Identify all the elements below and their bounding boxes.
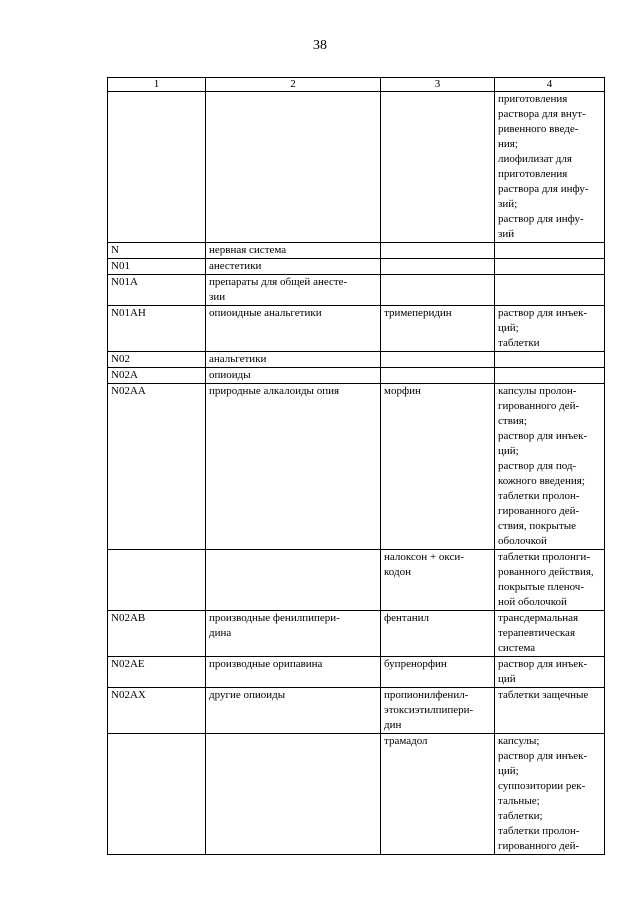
cell-text-line: таблетки; [498,810,543,822]
cell-text-line: природные алкалоиды опия [209,385,340,397]
cell-text-line: терапевтическая [498,627,575,639]
cell-text-line: рованного действия, [498,566,594,578]
page-number: 38 [313,38,327,53]
group-name-cell [206,243,381,259]
cell-text-line: фентанил [384,612,429,624]
cell-text-line: ций; [498,445,519,457]
cell-text-line: тальные; [498,795,540,807]
dosage-forms-cell [495,352,605,368]
group-name-cell [206,368,381,384]
cell-text-line: капсулы пролон- [498,385,577,397]
drug-name-cell [381,688,495,734]
cell-text-line: раствора для инфу- [498,183,589,195]
cell-text-line: ривенного введе- [498,123,579,135]
cell-text-line: раствор для инъек- [498,658,588,670]
drug-name-cell [381,368,495,384]
group-name-cell [206,275,381,306]
cell-text-line: таблетки пролонги- [498,551,590,563]
cell-text-line: капсулы; [498,735,540,747]
atc-code-cell [108,550,206,611]
cell-text-line: тримеперидин [384,307,452,319]
cell-text-line: лиофилизат для [498,153,572,165]
atc-code-cell: N01AH [108,306,206,352]
cell-text-line: раствор для инъек- [498,430,588,442]
cell-text-line: система [498,642,536,654]
table-row [108,368,605,384]
cell-text-line: опиоиды [209,369,251,381]
dosage-forms-cell [495,611,605,657]
dosage-forms-cell [495,688,605,734]
table-row [108,657,605,688]
cell-text-line: препараты для общей анесте- [209,276,348,288]
atc-code-cell [108,734,206,855]
cell-text-line: ния; [498,138,518,150]
dosage-forms-cell [495,550,605,611]
drug-name-cell [381,352,495,368]
atc-code-cell: N02AE [108,657,206,688]
cell-text-line: таблетки пролон- [498,490,580,502]
cell-text-line: анальгетики [209,353,267,365]
table-row [108,306,605,352]
cell-text-line: этоксиэтилпипери- [384,704,474,716]
cell-text-line: ствия; [498,415,527,427]
dosage-forms-cell [495,92,605,243]
cell-text-line: другие опиоиды [209,689,286,701]
cell-text-line: зий [498,228,515,240]
cell-text-line: раствор для инъек- [498,750,588,762]
cell-text-line: кожного введения; [498,475,585,487]
atc-code-cell: N02AA [108,384,206,550]
cell-text-line: нервная система [209,244,287,256]
dosage-forms-cell [495,657,605,688]
table-header-row [108,78,605,92]
cell-text-line: ций; [498,765,519,777]
column-header: 2 [206,78,381,92]
drug-name-cell [381,275,495,306]
group-name-cell [206,92,381,243]
dosage-forms-cell [495,368,605,384]
cell-text-line: таблетки [498,337,540,349]
dosage-forms-cell [495,734,605,855]
group-name-cell [206,657,381,688]
table-row [108,92,605,243]
atc-code-cell [108,92,206,243]
group-name-cell [206,734,381,855]
cell-text-line: дина [209,627,232,639]
group-name-cell [206,259,381,275]
group-name-cell [206,352,381,368]
medicines-table [107,77,605,855]
atc-code-cell: N01 [108,259,206,275]
cell-text-line: таблетки защечные [498,689,589,701]
cell-text-line: морфин [384,385,421,397]
cell-text-line: раствор для инфу- [498,213,584,225]
cell-text-line: гированного дей- [498,505,580,517]
cell-text-line: дин [384,719,402,731]
atc-code-cell: N01A [108,275,206,306]
dosage-forms-cell [495,243,605,259]
table-row [108,734,605,855]
group-name-cell [206,384,381,550]
atc-code-cell: N02 [108,352,206,368]
atc-code-cell: N02AB [108,611,206,657]
cell-text-line: таблетки пролон- [498,825,580,837]
table-row [108,275,605,306]
drug-name-cell [381,384,495,550]
cell-text-line: гированного дей- [498,840,580,852]
group-name-cell [206,306,381,352]
drug-name-cell [381,611,495,657]
cell-text-line: раствор для под- [498,460,577,472]
column-header: 3 [381,78,495,92]
atc-code-cell: N02AX [108,688,206,734]
atc-code-cell: N02A [108,368,206,384]
cell-text-line: покрытые пленоч- [498,581,585,593]
cell-text-line: пропионилфенил- [384,689,469,701]
column-header: 1 [108,78,206,92]
dosage-forms-cell [495,259,605,275]
cell-text-line: бупренорфин [384,658,447,670]
cell-text-line: производные орипавина [209,658,323,670]
table-row [108,550,605,611]
cell-text-line: гированного дей- [498,400,580,412]
cell-text-line: кодон [384,566,411,578]
cell-text-line: ствия, покрытые [498,520,577,532]
cell-text-line: ций [498,673,516,685]
group-name-cell [206,688,381,734]
cell-text-line: ной оболочкой [498,596,567,608]
drug-name-cell [381,734,495,855]
cell-text-line: раствора для внут- [498,108,586,120]
cell-text-line: зии [209,291,226,303]
cell-text-line: опиоидные анальгетики [209,307,322,319]
table-row [108,688,605,734]
cell-text-line: приготовления [498,93,568,105]
column-header: 4 [495,78,605,92]
cell-text-line: суппозитории рек- [498,780,586,792]
cell-text-line: раствор для инъек- [498,307,588,319]
drug-name-cell [381,259,495,275]
cell-text-line: трансдермальная [498,612,579,624]
cell-text-line: анестетики [209,260,262,272]
table-row [108,611,605,657]
drug-name-cell [381,243,495,259]
drug-name-cell [381,657,495,688]
group-name-cell [206,611,381,657]
cell-text-line: трамадол [384,735,428,747]
atc-code-cell: N [108,243,206,259]
table-row [108,384,605,550]
cell-text-line: производные фенилпипери- [209,612,340,624]
group-name-cell [206,550,381,611]
dosage-forms-cell [495,384,605,550]
dosage-forms-cell [495,275,605,306]
table-row [108,352,605,368]
cell-text-line: приготовления [498,168,568,180]
cell-text-line: ций; [498,322,519,334]
table-row [108,259,605,275]
drug-name-cell [381,306,495,352]
cell-text-line: налоксон + окси- [384,551,464,563]
drug-name-cell [381,92,495,243]
table-row [108,243,605,259]
dosage-forms-cell [495,306,605,352]
cell-text-line: зий; [498,198,518,210]
cell-text-line: оболочкой [498,535,547,547]
drug-name-cell [381,550,495,611]
